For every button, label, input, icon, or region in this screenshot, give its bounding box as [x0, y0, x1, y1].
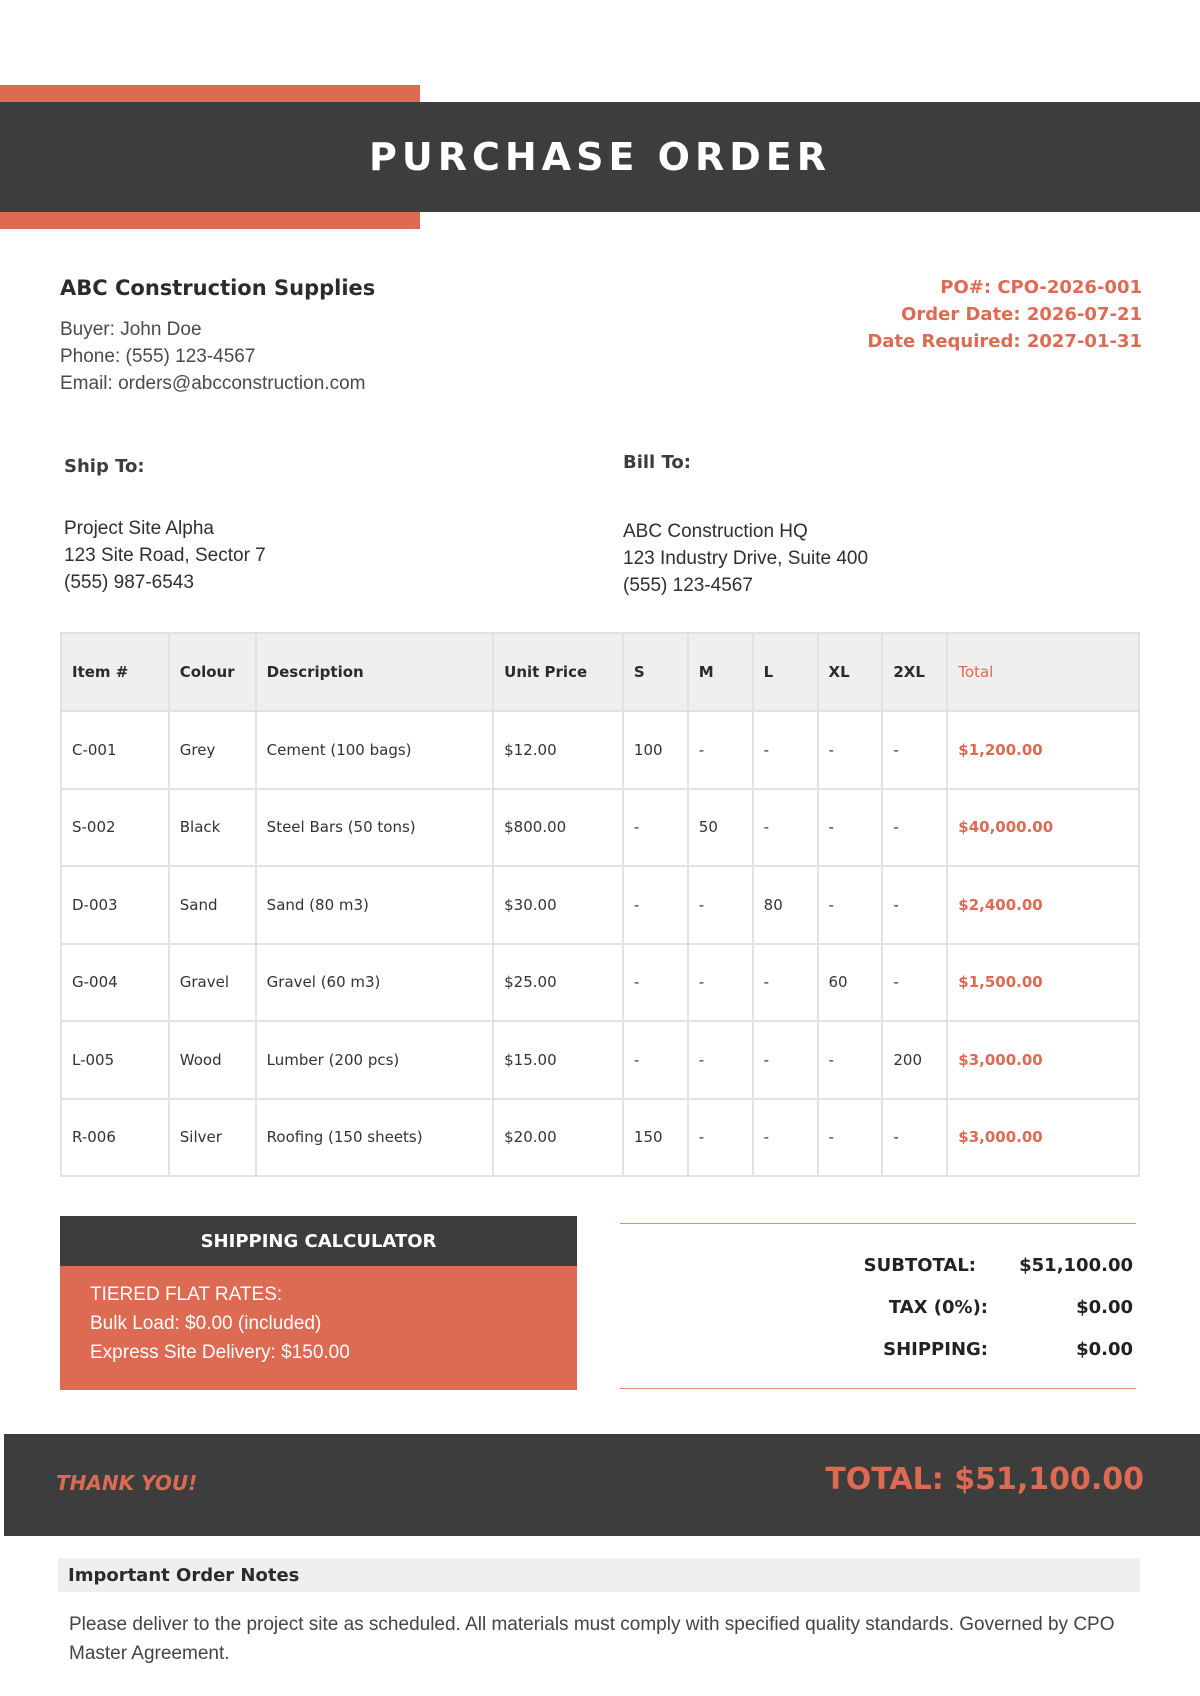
shipping-calculator-body [60, 1266, 577, 1367]
ship-to-block [64, 456, 544, 596]
table-cell: 60 [818, 944, 883, 1022]
notes-title: Important Order Notes [58, 1558, 1140, 1592]
table-row [61, 866, 1139, 944]
table-cell: Gravel (60 m3) [256, 944, 493, 1022]
column-header: XL [818, 633, 883, 711]
table-cell: 150 [623, 1099, 688, 1177]
table-cell: Black [169, 789, 256, 867]
shipping-row [620, 1339, 1136, 1369]
bill-to-line: (555) 123-4567 [623, 575, 753, 596]
row-total: $3,000.00 [947, 1099, 1139, 1177]
ship-to-line: Project Site Alpha [64, 518, 214, 539]
table-cell: G-004 [61, 944, 169, 1022]
table-cell: Wood [169, 1021, 256, 1099]
table-cell: - [882, 866, 947, 944]
column-header: Colour [169, 633, 256, 711]
document-title: PURCHASE ORDER [369, 135, 831, 179]
totals-summary [620, 1223, 1136, 1389]
table-cell: - [688, 944, 753, 1022]
table-cell: Grey [169, 711, 256, 789]
table-cell: Lumber (200 pcs) [256, 1021, 493, 1099]
table-row [61, 789, 1139, 867]
shipping-rate-line: Bulk Load: $0.00 (included) [90, 1313, 322, 1334]
date-required: Date Required: 2027-01-31 [867, 331, 1142, 352]
table-cell: - [882, 944, 947, 1022]
table-cell: Sand [169, 866, 256, 944]
grand-total: TOTAL: $51,100.00 [825, 1462, 1144, 1497]
table-cell: - [818, 789, 883, 867]
table-cell: - [753, 1099, 818, 1177]
table-cell: - [882, 789, 947, 867]
table-cell: D-003 [61, 866, 169, 944]
shipping-calculator-title: SHIPPING CALCULATOR [60, 1216, 577, 1266]
table-cell: - [623, 789, 688, 867]
table-cell: - [818, 711, 883, 789]
shipping-rate-line: TIERED FLAT RATES: [90, 1284, 283, 1305]
table-cell: Cement (100 bags) [256, 711, 493, 789]
table-cell: - [623, 944, 688, 1022]
table-cell: $20.00 [493, 1099, 623, 1177]
bill-to-block [623, 452, 1103, 599]
table-cell: - [688, 1021, 753, 1099]
buyer-email: Email: orders@abcconstruction.com [60, 373, 366, 394]
ship-to-line: 123 Site Road, Sector 7 [64, 545, 266, 566]
shipping-label: SHIPPING: [883, 1339, 988, 1360]
column-header-total: Total [947, 633, 1139, 711]
table-cell: - [753, 944, 818, 1022]
row-total: $40,000.00 [947, 789, 1139, 867]
table-header-row [61, 633, 1139, 711]
notes-body: Please deliver to the project site as scheduled. All materials must comply with specified quality standards. Governed by CPO Master Agreement. [69, 1614, 1115, 1664]
table-cell: - [688, 711, 753, 789]
table-cell: $25.00 [493, 944, 623, 1022]
table-cell: - [882, 711, 947, 789]
table-cell: 100 [623, 711, 688, 789]
table-row [61, 711, 1139, 789]
column-header: Unit Price [493, 633, 623, 711]
table-cell: $15.00 [493, 1021, 623, 1099]
table-cell: Sand (80 m3) [256, 866, 493, 944]
column-header: M [688, 633, 753, 711]
title-band [0, 102, 1200, 212]
row-total: $1,200.00 [947, 711, 1139, 789]
table-cell: - [623, 1021, 688, 1099]
buyer-phone: Phone: (555) 123-4567 [60, 346, 256, 367]
subtotal-row [620, 1255, 1136, 1285]
table-cell: 50 [688, 789, 753, 867]
table-row [61, 944, 1139, 1022]
table-cell: S-002 [61, 789, 169, 867]
table-cell: - [688, 866, 753, 944]
bill-to-line: 123 Industry Drive, Suite 400 [623, 548, 869, 569]
table-cell: - [882, 1099, 947, 1177]
bill-to-label: Bill To: [623, 452, 691, 473]
table-cell: Gravel [169, 944, 256, 1022]
accent-bar-top [0, 85, 420, 102]
thank-you-text: THANK YOU! [56, 1471, 198, 1495]
row-total: $1,500.00 [947, 944, 1139, 1022]
accent-bar-bottom [0, 212, 420, 229]
table-cell: R-006 [61, 1099, 169, 1177]
ship-to-label: Ship To: [64, 456, 145, 477]
po-meta [682, 274, 1142, 355]
table-cell: $30.00 [493, 866, 623, 944]
line-items-table [60, 632, 1140, 1177]
table-cell: Steel Bars (50 tons) [256, 789, 493, 867]
tax-row [620, 1297, 1136, 1327]
table-cell: - [818, 1099, 883, 1177]
table-cell: $12.00 [493, 711, 623, 789]
table-cell: - [688, 1099, 753, 1177]
column-header: Item # [61, 633, 169, 711]
column-header: L [753, 633, 818, 711]
subtotal-value: $51,100.00 [1019, 1255, 1133, 1276]
subtotal-label: SUBTOTAL: [863, 1255, 976, 1276]
table-cell: Roofing (150 sheets) [256, 1099, 493, 1177]
table-cell: - [818, 1021, 883, 1099]
column-header: 2XL [882, 633, 947, 711]
tax-label: TAX (0%): [888, 1297, 988, 1318]
table-cell: - [623, 866, 688, 944]
shipping-value: $0.00 [1076, 1339, 1133, 1360]
table-cell: - [753, 1021, 818, 1099]
tax-value: $0.00 [1076, 1297, 1133, 1318]
table-cell: $800.00 [493, 789, 623, 867]
table-cell: L-005 [61, 1021, 169, 1099]
row-total: $3,000.00 [947, 1021, 1139, 1099]
order-date: Order Date: 2026-07-21 [901, 304, 1142, 325]
column-header: S [623, 633, 688, 711]
table-row [61, 1021, 1139, 1099]
column-header: Description [256, 633, 493, 711]
table-cell: - [753, 711, 818, 789]
shipping-rate-line: Express Site Delivery: $150.00 [90, 1342, 350, 1363]
company-name: ABC Construction Supplies [60, 276, 376, 300]
table-cell: 80 [753, 866, 818, 944]
po-number: PO#: CPO-2026-001 [940, 277, 1142, 298]
ship-to-line: (555) 987-6543 [64, 572, 194, 593]
table-row [61, 1099, 1139, 1177]
footer-band [4, 1434, 1200, 1536]
table-cell: 200 [882, 1021, 947, 1099]
row-total: $2,400.00 [947, 866, 1139, 944]
table-cell: - [818, 866, 883, 944]
table-cell: - [753, 789, 818, 867]
bill-to-line: ABC Construction HQ [623, 521, 808, 542]
buyer-name: Buyer: John Doe [60, 319, 202, 340]
shipping-calculator [60, 1216, 577, 1390]
table-cell: C-001 [61, 711, 169, 789]
table-cell: Silver [169, 1099, 256, 1177]
company-info [60, 276, 660, 397]
